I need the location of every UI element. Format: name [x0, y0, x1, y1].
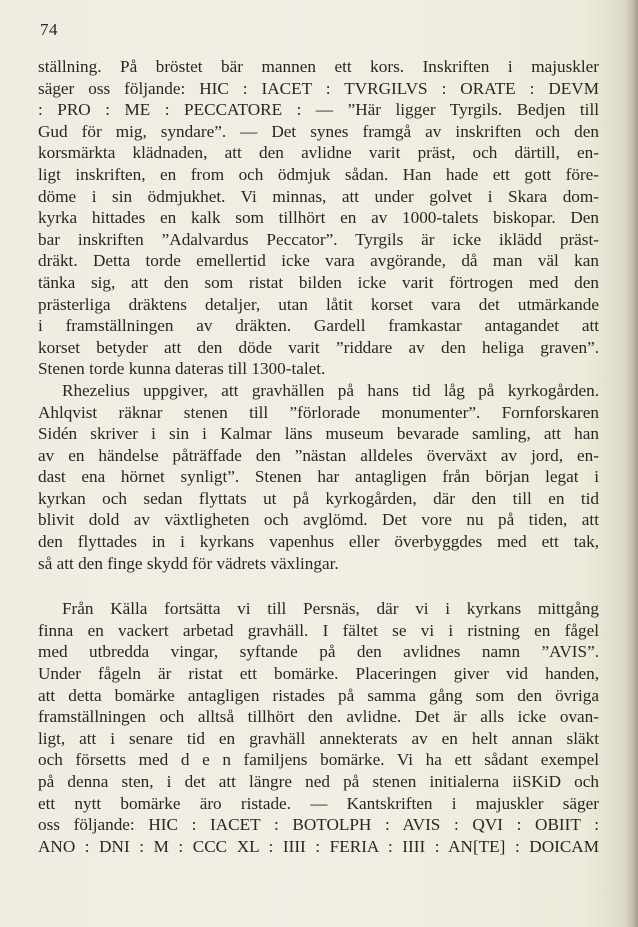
- text-line: ett nytt bomärke äro ristade. — Kantskriften i majuskler säger: [38, 793, 599, 813]
- text-line: Stenen torde kunna dateras till 1300-talet.: [38, 359, 326, 379]
- text-line: så att den finge skydd för vädrets växlingar.: [38, 553, 339, 573]
- text-line: kyrkan och sedan flyttats ut på kyrkogården, där den till en tid: [38, 488, 599, 508]
- text-line: ligt, att i senare tid en gravhäll annekterats av en helt annan släkt: [38, 728, 599, 748]
- text-line: Ahlqvist räknar stenen till ”förlorade monumenter”. Fornforskaren: [38, 402, 599, 422]
- page-number: 74: [40, 20, 58, 39]
- text-line: dast ena hörnet synligt”. Stenen har antagligen från början legat i: [38, 467, 599, 487]
- paragraph-2: [38, 380, 599, 574]
- section-gap: [38, 574, 599, 598]
- text-line: Sidén skriver i sin i Kalmar läns museum bevarade samling, att han: [38, 424, 599, 444]
- text-line: dräkt. Detta torde emellertid icke vara avgörande, då man väl kan: [38, 251, 599, 271]
- text-line: tänka sig, att den som ristat bilden icke varit förtrogen med den: [38, 272, 599, 292]
- text-line: ANO : DNI : M : CCC XL : IIII : FERIA : IIII : AN[TE] : DOICAM: [38, 836, 599, 856]
- body-text: [38, 56, 599, 857]
- text-line: oss följande: HIC : IACET : BOTOLPH : AVIS : QVI : OBIIT :: [38, 815, 599, 835]
- text-line: framställningen och alltså tillhört den avlidne. Det är alls icke ovan-: [38, 707, 599, 727]
- page-edge-shadow: [624, 0, 638, 927]
- text-line: att detta bomärke antagligen ristades på samma gång som den övriga: [38, 685, 599, 705]
- text-line: Gud för mig, syndare”. — Det synes framgå av inskriften och den: [38, 121, 599, 141]
- text-line: i framställningen av dräkten. Gardell framkastar antagandet att: [38, 316, 599, 336]
- text-line: : PRO : ME : PECCATORE : — ”Här ligger Tyrgils. Bedjen till: [38, 100, 599, 120]
- text-line: på denna sten, i det att längre ned på stenen initialerna iiSKiD och: [38, 772, 599, 791]
- text-line: den flyttades in i kyrkans vapenhus eller överbyggdes med ett tak,: [38, 532, 599, 552]
- text-line: korsmärkta klädnaden, att den avlidne varit präst, och därtill, en-: [38, 143, 599, 163]
- text-line: prästerliga dräktens detaljer, utan låtit korset vara det utmärkande: [38, 294, 599, 314]
- text-line: Rhezelius uppgiver, att gravhällen på hans tid låg på kyrkogården.: [62, 380, 599, 400]
- text-line: korset betyder att den döde varit ”riddare av den heliga graven”.: [38, 337, 599, 357]
- text-line: ställning. På bröstet bär mannen ett kors. Inskriften i majuskler: [38, 57, 599, 76]
- text-line: med utbredda vingar, syftande på den avlidnes namn ”AVIS”.: [38, 642, 599, 662]
- text-line: Under fågeln är ristat ett bomärke. Placeringen giver vid handen,: [38, 664, 599, 684]
- text-line: bar inskriften ”Adalvardus Peccator”. Tyrgils är icke iklädd präst-: [38, 229, 599, 249]
- text-line: Från Källa fortsätta vi till Persnäs, där vi i kyrkans mittgång: [62, 599, 599, 619]
- text-line: finna en vackert arbetad gravhäll. I fältet se vi i ristning en fågel: [38, 620, 599, 640]
- paragraph-1: [38, 56, 599, 380]
- text-line: blivit dold av växtligheten och avglömd. Det vore nu på tiden, att: [38, 510, 599, 530]
- text-line: och försetts med d e n familjens bomärke. Vi ha ett sådant exempel: [38, 750, 599, 770]
- text-line: ligt inskriften, en from och ödmjuk sådan. Han hade ett gott före-: [38, 164, 599, 184]
- text-line: kyrka hittades en kalk som tillhört en av 1000-talets biskopar. Den: [38, 208, 599, 228]
- text-line: döme i sin ödmjukhet. Vi minnas, att under golvet i Skara dom-: [38, 186, 599, 206]
- text-line: av en händelse påträffade den ”nästan alldeles överväxt av jord, en-: [38, 445, 599, 465]
- paragraph-3: [38, 598, 599, 857]
- text-line: säger oss följande: HIC : IACET : TVRGILVS : ORATE : DEVM: [38, 78, 599, 98]
